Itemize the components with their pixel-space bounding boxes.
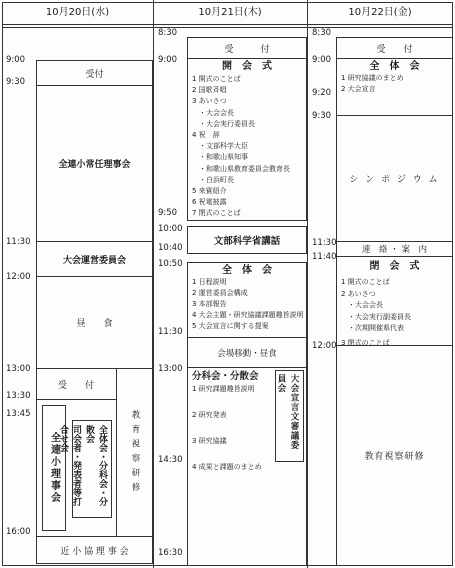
program-item: 1 日程説明: [192, 278, 227, 286]
header-rule: [2, 27, 453, 28]
time-label: 8:30: [312, 28, 332, 38]
time-label: 11:30: [158, 327, 183, 337]
kinki-board-meeting: 近 小 協 理 事 会: [36, 536, 153, 564]
time-label: 16:00: [6, 527, 31, 537]
briefing-meeting: [58, 420, 112, 518]
program-item: ・大会会長: [341, 301, 383, 309]
time-label: 13:30: [6, 391, 31, 401]
time-label: 14:30: [158, 455, 183, 465]
col-divider: [153, 0, 154, 568]
move-lunch-block: 会場移動・昼食: [187, 337, 307, 368]
time-label: 12:00: [312, 341, 337, 351]
time-label: 16:30: [158, 548, 183, 558]
program-item: ・文部科学大臣: [192, 142, 248, 151]
program-item: 5 来賓紹介: [192, 187, 227, 196]
steering-committee: 大会運営委員会: [36, 241, 153, 277]
reception-block: 受 付: [336, 37, 453, 59]
program-item: 1 開式のことば: [341, 278, 390, 286]
program-item: 4 祝 辞: [192, 131, 220, 140]
program-item: 3 研究協議: [192, 437, 227, 445]
plenary-program: [192, 277, 302, 332]
education-inspection: 教育視察研修: [130, 409, 140, 497]
reception-block: 受 付: [187, 37, 307, 59]
time-label: 9:30: [312, 111, 332, 121]
program-item: 4 大会主題・研究協議課題趣旨説明: [192, 311, 304, 319]
plenary-title: 全 体 会: [222, 265, 272, 276]
time-label: 11:30: [6, 237, 31, 247]
plenary-program: [341, 73, 448, 95]
time-label: 13:45: [6, 409, 31, 419]
day-header: 10月21日(木): [198, 7, 262, 18]
time-label: 11:30: [312, 238, 337, 248]
closing-program: [341, 277, 448, 349]
divider: [36, 399, 116, 400]
mext-lecture: 文部科学省講話: [187, 226, 307, 254]
education-inspection: 教育視察研修: [336, 345, 453, 566]
program-item: 1 開式のことば: [192, 75, 241, 83]
time-label: 11:40: [312, 252, 337, 262]
time-label: 9:20: [312, 88, 332, 98]
program-item: 7 閉式のことば: [192, 209, 241, 218]
program-item: 3 閉式のことば: [341, 338, 390, 347]
program-item: 1 研究協議のまとめ: [341, 74, 404, 82]
program-item: 3 本部報告: [192, 300, 227, 308]
time-label: 9:00: [312, 55, 332, 65]
program-item: 2 研究発表: [192, 411, 227, 419]
time-label: 10:50: [158, 259, 183, 269]
board-meeting: 全連小理事会: [42, 405, 66, 531]
col-divider: [307, 0, 308, 568]
opening-program: [192, 74, 302, 220]
opening-title: 開 会 式: [222, 61, 272, 72]
closing-ceremony: [336, 256, 453, 346]
program-item: 1 研究課題趣旨説明: [192, 385, 255, 393]
plenary-title: 全 体 会: [369, 61, 420, 72]
program-item: 3 あいさつ: [192, 97, 227, 106]
time-label: 8:30: [158, 28, 178, 38]
notice-block: 連 絡 ・ 案 内: [336, 241, 453, 257]
time-label: 12:00: [6, 272, 31, 282]
time-label: 10:40: [158, 243, 183, 253]
program-item: ・大会実行副委員長: [341, 312, 411, 321]
header-rule: [2, 24, 453, 25]
program-item: 2 大会宣言: [341, 85, 376, 93]
program-item: 5 大会宣言に関する提案: [192, 322, 269, 330]
program-item: ・白浜町長: [192, 175, 234, 184]
day-header: 10月20日(水): [45, 7, 110, 18]
declaration-committee: 大会宣言文審議委員会: [275, 370, 304, 462]
symposium: シ ン ポ ジ ウ ム: [336, 115, 453, 242]
program-item: ・次期開催県代表: [341, 324, 404, 332]
plenary-session: [187, 262, 307, 338]
program-item: 2 運営委員会構成: [192, 289, 248, 297]
program-item: 2 あいさつ: [341, 289, 376, 298]
time-label: 13:00: [6, 364, 31, 374]
program-item: 6 祝電披露: [192, 198, 227, 207]
time-label: 9:00: [6, 55, 26, 65]
opening-ceremony: [187, 58, 307, 221]
plenary-session: [336, 58, 453, 116]
program-item: 2 国歌斉唱: [192, 86, 227, 95]
program-item: ・大会会長: [192, 108, 234, 117]
briefing-presenters: 司会者・発表者等打合せ会: [58, 425, 81, 506]
closing-title: 閉 会 式: [369, 261, 420, 272]
time-label: 9:50: [158, 208, 178, 218]
lunch-block: 昼 食: [36, 276, 153, 369]
program-item: ・大会実行委員長: [192, 119, 255, 128]
reception-block: 受付: [36, 60, 153, 86]
time-label: 13:00: [158, 364, 183, 374]
breakout-title: 分科会・分散会: [192, 371, 259, 382]
divider: [116, 368, 117, 537]
time-label: 9:00: [158, 55, 178, 65]
program-item: 4 成果と課題のまとめ: [192, 463, 262, 471]
program-item: ・和歌山県知事: [192, 153, 248, 162]
briefing-sessions: 全体会・分科会・分散会: [84, 425, 107, 506]
standing-board-meeting: 全連小常任理事会: [36, 85, 153, 242]
time-label: 10:00: [158, 224, 183, 234]
time-label: 9:30: [6, 77, 26, 87]
program-item: ・和歌山県教育委員会教育長: [192, 164, 290, 173]
reception-label: 受 付: [57, 380, 94, 391]
day-header: 10月22日(金): [348, 7, 412, 18]
